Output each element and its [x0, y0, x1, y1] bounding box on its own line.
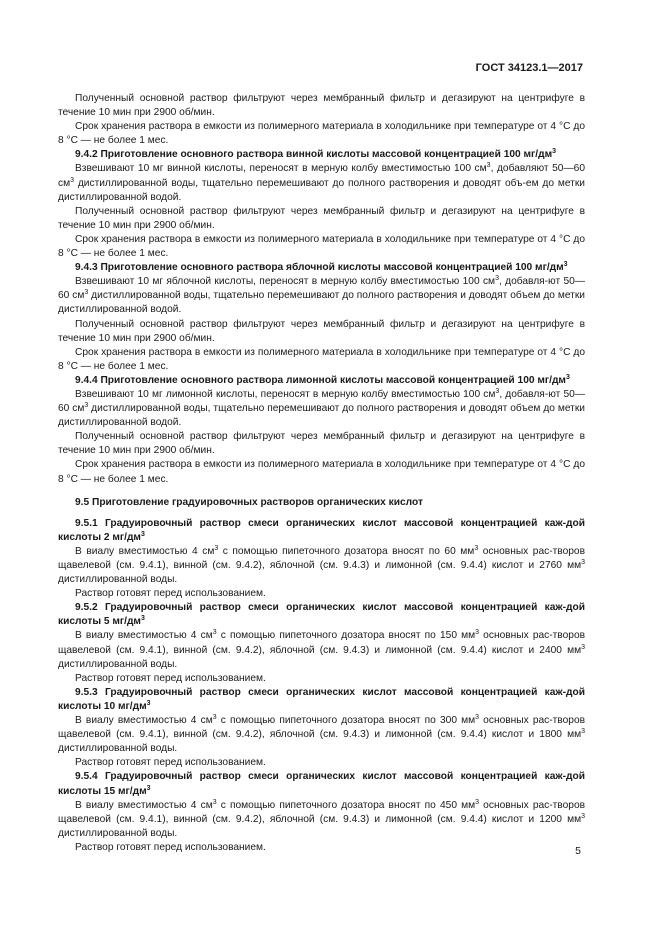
text-run: Взвешивают 10 мг лимонной кислоты, переносят в мерную колбу вместимостью 100 см: [75, 388, 496, 400]
subsection-heading: [58, 517, 585, 545]
superscript: 3: [581, 812, 585, 820]
subsection-heading: [58, 686, 585, 714]
text-run: дистиллированной воды, тщательно перемешивают до полного растворения и доводят объем до метки дистиллированной водой.: [58, 403, 585, 429]
superscript: 3: [140, 530, 145, 538]
superscript: 3: [84, 402, 89, 410]
text-run: дистиллированной воды.: [58, 658, 178, 670]
text-run: Полученный основной раствор фильтруют через мембранный фильтр и дегазируют на центрифуге в течение 10 мин при 2900 об/мин.: [58, 318, 585, 344]
text-run: с помощью пипеточного дозатора вносят по 60 мм: [218, 545, 475, 557]
text-run: с помощью пипеточного дозатора вносят по 300 мм: [216, 715, 476, 727]
text-run: дистиллированной воды, тщательно перемешивают до полного растворения и доводят объем до метки дистиллированной водой.: [58, 290, 585, 316]
superscript: 3: [486, 162, 491, 170]
body-paragraph: [58, 92, 585, 120]
text-run: 9.5 Приготовление градуировочных растворов органических кислот: [75, 496, 423, 508]
text-run: 9.4.2 Приготовление основного раствора винной кислоты массовой концентрацией 100 мг/дм: [75, 149, 553, 161]
body-paragraph: [58, 120, 585, 148]
text-run: Раствор готовят перед использованием.: [75, 841, 266, 853]
superscript: 3: [475, 714, 480, 722]
superscript: 3: [475, 629, 480, 637]
text-run: Взвешивают 10 мг яблочной кислоты, переносят в мерную колбу вместимостью 100 см: [75, 276, 496, 288]
superscript: 3: [146, 699, 151, 707]
superscript: 3: [495, 387, 500, 395]
superscript: 3: [581, 728, 585, 736]
text-run: Полученный основной раствор фильтруют через мембранный фильтр и дегазируют на центрифуге в течение 10 мин при 2900 об/мин.: [58, 205, 585, 231]
page-number: 5: [575, 845, 581, 857]
superscript: 3: [140, 615, 145, 623]
text-run: , добавляют 50—60 см: [58, 163, 585, 189]
text-run: дистиллированной воды, тщательно перемешивают до полного растворения и доводят объ-ем до метки дистиллированной водой.: [58, 177, 585, 203]
subsection-heading: [58, 374, 585, 388]
superscript: 3: [495, 275, 499, 283]
text-run: 9.5.3 Градуировочный раствор смеси органических кислот массовой концентрацией каж-дой кислоты 10 мг/дм: [58, 686, 585, 712]
superscript: 3: [70, 176, 75, 184]
text-run: Взвешивают 10 мг винной кислоты, переносят в мерную колбу вместимостью 100 см: [75, 163, 487, 175]
text-run: Раствор готовят перед использованием.: [75, 588, 266, 600]
text-run: основных рас-творов щавелевой (см. 9.4.1), винной (см. 9.4.2), яблочной (см. 9.4.3) и лимонной (см. 9.4.4) кислот и 1800 мм: [58, 715, 586, 741]
superscript: 3: [565, 373, 570, 381]
body-paragraph: [58, 430, 585, 458]
body-paragraph: [58, 318, 585, 346]
document-body: [58, 92, 585, 855]
text-run: , добавля-ют 50—60 см: [58, 388, 585, 415]
superscript: 3: [212, 629, 217, 637]
text-run: 9.5.4 Градуировочный раствор смеси органических кислот массовой концентрацией каж-дой кислоты 15 мг/дм: [58, 771, 585, 797]
text-run: 9.4.4 Приготовление основного раствора лимонной кислоты массовой концентрацией 100 мг/дм: [75, 374, 566, 386]
superscript: 3: [212, 714, 217, 722]
text-run: 9.4.3 Приготовление основного раствора яблочной кислоты массовой концентрацией 100 мг/дм: [75, 262, 564, 274]
text-run: Срок хранения раствора в емкости из полимерного материала в холодильнике при температуре от 4 °С до 8 °С — не более 1 мес.: [58, 346, 585, 372]
text-run: Полученный основной раствор фильтруют через мембранный фильтр и дегазируют на центрифуге в течение 10 мин при 2900 об/мин.: [58, 431, 585, 457]
body-paragraph: [58, 587, 585, 601]
text-run: Срок хранения раствора в емкости из полимерного материала в холодильнике при температуре от 4 °С до 8 °С — не более 1 мес.: [58, 121, 585, 147]
text-run: с помощью пипеточного дозатора вносят по 150 мм: [216, 630, 476, 642]
superscript: 3: [581, 559, 585, 566]
text-run: дистиллированной воды.: [58, 574, 178, 586]
body-paragraph: [58, 233, 585, 261]
text-run: дистиллированной воды.: [58, 827, 178, 839]
body-paragraph: [58, 545, 585, 587]
text-run: с помощью пипеточного дозатора вносят по 450 мм: [216, 799, 476, 811]
body-paragraph: [58, 275, 585, 317]
superscript: 3: [474, 544, 479, 552]
superscript: 3: [84, 289, 89, 297]
text-run: Срок хранения раствора в емкости из полимерного материала в холодильнике при температуре от 4 °С до 8 °С — не более 1 мес.: [58, 459, 585, 485]
subsection-heading: [58, 148, 585, 162]
superscript: 3: [552, 148, 557, 156]
superscript: 3: [563, 261, 568, 269]
text-run: основных рас-творов щавелевой (см. 9.4.1), винной (см. 9.4.2), яблочной (см. 9.4.3) и лимонной (см. 9.4.4) кислот и 2400 мм: [58, 630, 586, 656]
text-run: основных рас-творов щавелевой (см. 9.4.1), винной (см. 9.4.2), яблочной (см. 9.4.3) и лимонной (см. 9.4.4) кислот и 1200 мм: [58, 799, 586, 825]
text-run: В виалу вместимостью 4 см: [75, 799, 213, 811]
text-run: дистиллированной воды.: [58, 743, 178, 755]
superscript: 3: [214, 544, 219, 552]
standard-designation: ГОСТ 34123.1—2017: [475, 62, 583, 74]
text-run: В виалу вместимостью 4 см: [75, 630, 213, 642]
text-run: 9.5.2 Градуировочный раствор смеси органических кислот массовой концентрацией каж-дой кислоты 5 мг/дм: [58, 602, 585, 628]
superscript: 3: [212, 798, 217, 806]
text-run: В виалу вместимостью 4 см: [75, 715, 213, 727]
body-paragraph: [58, 388, 585, 430]
body-paragraph: [58, 672, 585, 686]
body-paragraph: [58, 205, 585, 233]
body-paragraph: [58, 841, 585, 855]
text-run: Раствор готовят перед использованием.: [75, 757, 266, 769]
subsection-heading: [58, 601, 585, 629]
text-run: Полученный основной раствор фильтруют через мембранный фильтр и дегазируют на центрифуге в течение 10 мин при 2900 об/мин.: [58, 93, 585, 119]
body-paragraph: [58, 756, 585, 770]
body-paragraph: [58, 458, 585, 486]
text-run: основных рас-творов щавелевой (см. 9.4.1), винной (см. 9.4.2), яблочной (см. 9.4.3) и лимонной (см. 9.4.4) кислот и 2760 мм: [58, 545, 585, 571]
body-paragraph: [58, 162, 585, 204]
superscript: 3: [146, 784, 151, 792]
text-run: 9.5.1 Градуировочный раствор смеси органических кислот массовой концентрацией каж-дой кислоты 2 мг/дм: [58, 517, 585, 543]
body-paragraph: [58, 629, 585, 671]
text-run: Раствор готовят перед использованием.: [75, 672, 266, 684]
superscript: 3: [581, 643, 585, 651]
section-heading: [58, 496, 585, 510]
body-paragraph: [58, 714, 585, 756]
text-run: В виалу вместимостью 4 см: [75, 545, 215, 557]
text-run: , добавля-ют 50—60 см: [58, 276, 585, 302]
subsection-heading: [58, 770, 585, 798]
body-paragraph: [58, 799, 585, 841]
subsection-heading: [58, 261, 585, 275]
body-paragraph: [58, 346, 585, 374]
text-run: Срок хранения раствора в емкости из полимерного материала в холодильнике при температуре от 4 °С до 8 °С — не более 1 мес.: [58, 233, 585, 260]
superscript: 3: [475, 798, 480, 806]
